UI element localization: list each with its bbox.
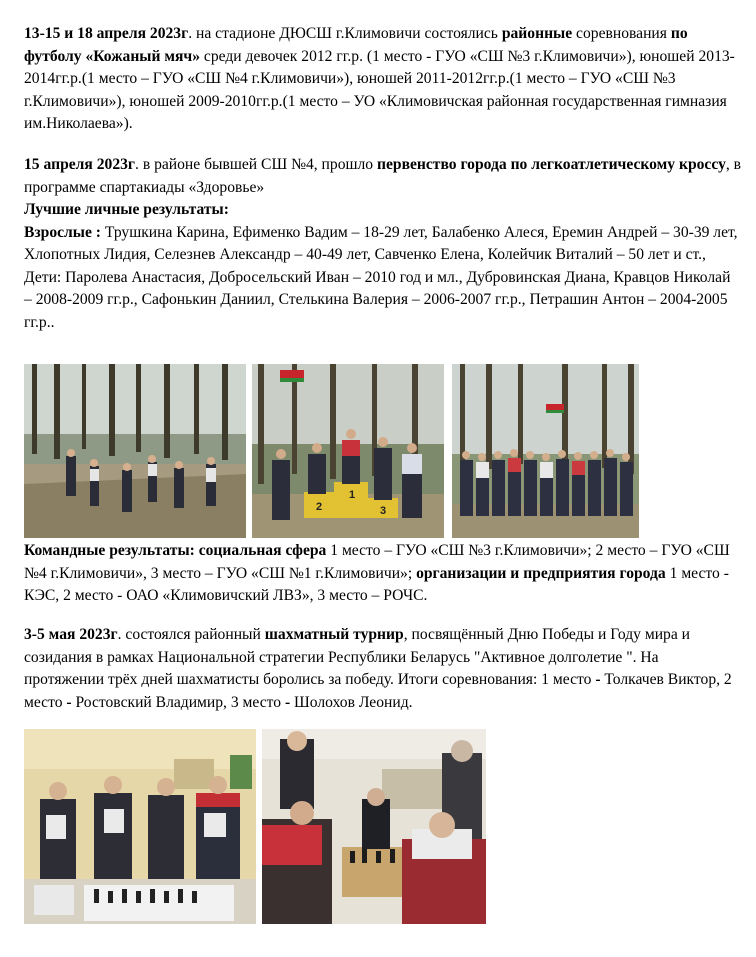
best-results-heading: Лучшие личные результаты:	[24, 201, 229, 218]
chess-game-photo	[262, 729, 486, 924]
group-photo-forest	[452, 364, 639, 538]
bold-text: по футболу «Кожаный мяч»	[24, 25, 688, 65]
football-news-paragraph	[24, 23, 742, 136]
adults-label: Взрослые :	[24, 223, 101, 241]
text: 1 место - КЭС, 2 место -	[24, 564, 729, 604]
bold-text: районные	[501, 25, 573, 42]
text: . состоялся районный	[117, 626, 265, 643]
cross-date: 15 апреля 2023г	[24, 156, 136, 173]
text: Шолохов Леонид.	[290, 693, 413, 711]
text: среди девочек 2012 гг.р. (1 место - ГУО «СШ №3 г.Климовичи»), юношей 2013-2014гг.р.(1 место – ГУО «СШ №4 г.Климовичи»), юношей 2011-2012гг.р.(1 место – ГУО «СШ №3 г.Климовичи»), юношей 2009-2010гг.р.(1 место – УО «Климовичская районная государственная гимназия им.Николаева»).	[24, 47, 735, 132]
text: соревнования	[572, 25, 671, 42]
adults-results: Трушкина Карина, Ефименко Вадим – 18-29 лет, Балабенко Алеся, Еремин Андрей – 30-39 лет, Хлопотных Лидия, Селезнев Александр – 40-49 лет, Савченко Елена, Колейчик Виталий – 50 лет и ст.,	[24, 223, 738, 263]
text: , посвящённый Дню Победы и Году мира и созидания в рамках Национальной стратегии Республики Беларусь "Активное долголетие ". На протяжении трёх дней шахматисты боролись за победу. Итоги соревнования: 1 место	[24, 626, 691, 688]
football-date: 13-15 и 18 апреля 2023г	[24, 25, 189, 42]
bold-text: первенство города по легкоатлетическому кроссу	[376, 156, 726, 173]
team-results-paragraph	[24, 540, 742, 608]
bold-text: шахматный турнир	[264, 626, 404, 643]
text: Толкачев Виктор, 2 место	[24, 671, 732, 711]
dash: -	[595, 671, 601, 688]
chess-date: 3-5 мая 2023г	[24, 626, 118, 643]
text: 1 место – ГУО «СШ №3 г.Климовичи»; 2 место – ГУО «СШ №4 г.Климовичи», 3 место – ГУО «СШ №1 г.Климовичи»;	[24, 542, 730, 582]
podium-third-label: 3	[380, 505, 387, 517]
text: . в районе бывшей СШ №4, прошло	[135, 156, 377, 173]
dash: -	[284, 693, 291, 711]
chess-news-paragraph	[24, 624, 742, 714]
podium-second-label: 2	[316, 501, 323, 513]
bold-text: Командные результаты: социальная сфера	[24, 542, 327, 559]
text: , в программе спартакиады «Здоровье»	[24, 156, 742, 196]
text: Ростовский Владимир, 3 место	[71, 693, 285, 711]
text: . на стадионе ДЮСШ г.Климовичи состоялись	[188, 25, 502, 42]
bold-text: организации и предприятия города	[416, 564, 666, 582]
children-results: Дети: Паролева Анастасия, Добросельский Иван – 2010 год и мл., Дубровинская Диана, Кравцов Николай – 2008-2009 гг.р., Сафонькин Даниил, Стелькина Валерия – 2006-2007 гг.р., Петрашин Антон – 2004-2005 гг.р..	[24, 268, 731, 331]
award-podium-photo	[252, 364, 444, 538]
running-race-photo	[24, 364, 246, 538]
chess-winners-photo	[24, 729, 256, 924]
podium-first-label: 1	[349, 489, 356, 501]
cross-country-news-paragraph	[24, 154, 742, 334]
dash: -	[66, 693, 72, 711]
text: ОАО «Климовичский ЛВЗ», 3 место – РОЧС.	[126, 587, 428, 604]
